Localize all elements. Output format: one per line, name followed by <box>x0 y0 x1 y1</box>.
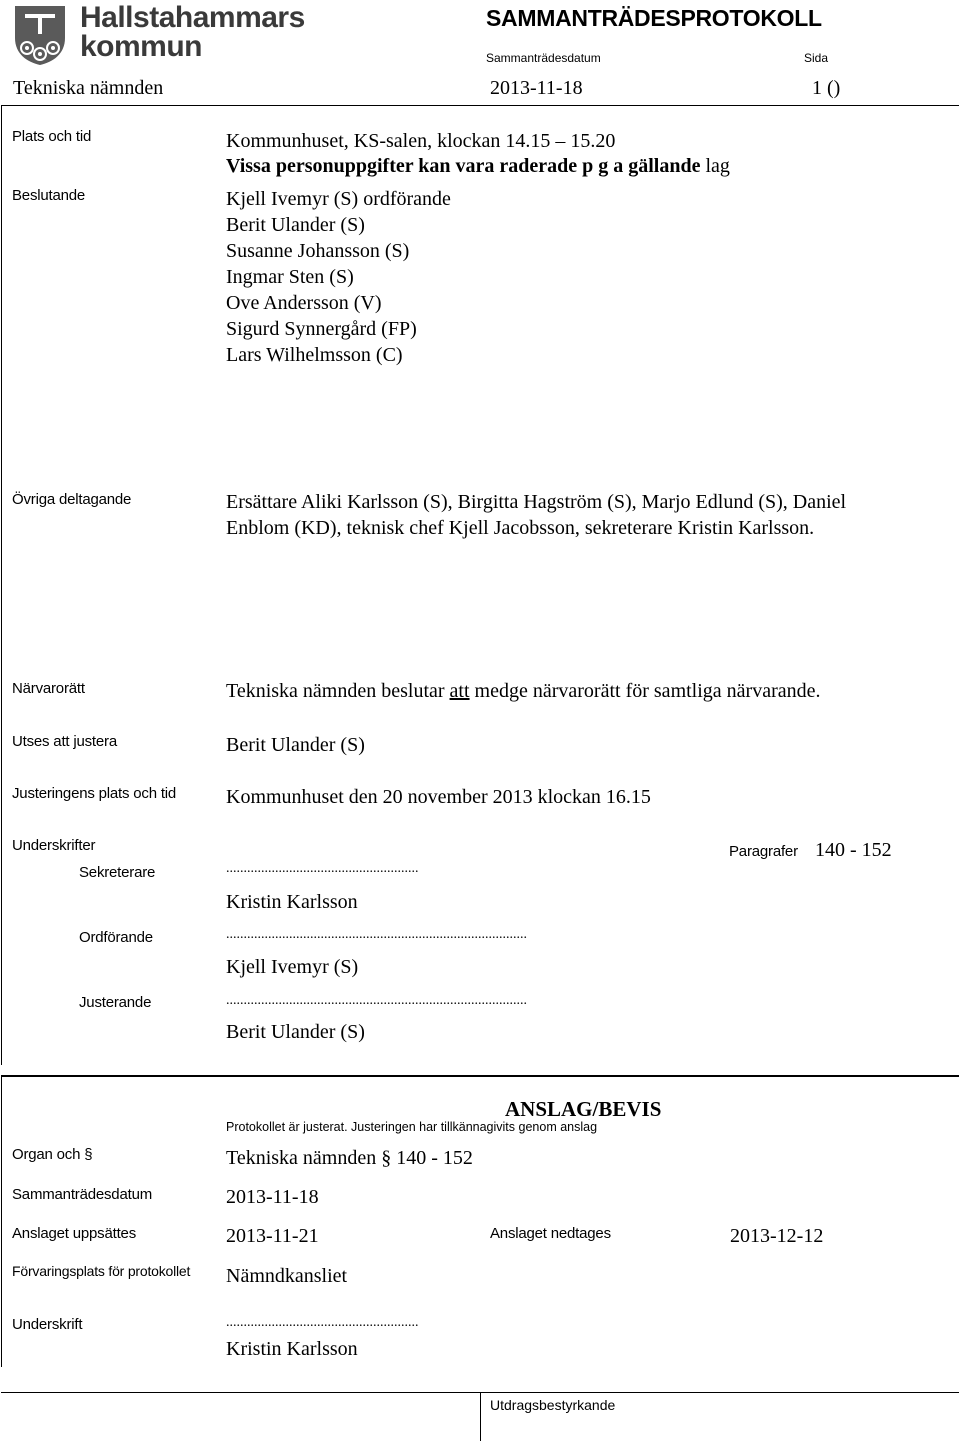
storage-label: Förvaringsplats för protokollet <box>12 1263 191 1279</box>
organ-label: Organ och § <box>12 1146 93 1163</box>
storage-value: Nämndkansliet <box>226 1265 348 1287</box>
notice-signature-name: Kristin Karlsson <box>226 1338 358 1360</box>
meeting-date: 2013-11-18 <box>490 77 583 99</box>
deciding-list <box>226 186 451 368</box>
footer-separator <box>480 1392 481 1441</box>
logo-line1: Hallstahammars <box>80 1 305 34</box>
organ-value: Tekniska nämnden § 140 - 152 <box>226 1147 473 1169</box>
meeting-date-label: Sammanträdesdatum <box>486 51 601 65</box>
posted-label: Anslaget uppsättes <box>12 1225 136 1242</box>
privacy-note <box>226 153 730 179</box>
deciding-label: Beslutande <box>12 187 86 204</box>
removed-value: 2013-12-12 <box>730 1225 824 1247</box>
adjusting-label: Justerande <box>79 994 152 1011</box>
paragraphs-value: 140 - 152 <box>815 839 892 861</box>
notice-date-label: Sammanträdesdatum <box>12 1186 153 1203</box>
others-line2: Enblom (KD), teknisk chef Kjell Jacobsson, sekreterare Kristin Karlsson. <box>226 517 815 539</box>
chair-name: Kjell Ivemyr (S) <box>226 956 359 978</box>
adjuster-value: Berit Ulander (S) <box>226 734 365 756</box>
notice-subtitle: Protokollet är justerat. Justeringen har tillkännagivits genom anslag <box>226 1120 598 1134</box>
others-label: Övriga deltagande <box>12 491 132 508</box>
adjusting-name: Berit Ulander (S) <box>226 1021 365 1043</box>
presence-text-pre: Tekniska nämnden beslutar <box>226 680 450 702</box>
deciding-member: Sigurd Synnergård (FP) <box>226 318 417 340</box>
logo-line2: kommun <box>80 30 203 63</box>
committee-name: Tekniska nämnden <box>13 77 164 99</box>
page-number: 1 () <box>812 77 841 99</box>
notice-title: ANSLAG/BEVIS <box>505 1097 662 1121</box>
presence-decision <box>226 678 821 704</box>
notice-date-value: 2013-11-18 <box>226 1186 319 1208</box>
coat-of-arms-icon <box>13 4 67 66</box>
deciding-member: Kjell Ivemyr (S) ordförande <box>226 188 451 210</box>
signature-label: Underskrift <box>12 1316 83 1333</box>
removed-label: Anslaget nedtages <box>490 1225 611 1242</box>
header-divider <box>1 105 959 106</box>
paragraphs-label: Paragrafer <box>729 843 798 860</box>
secretary-name: Kristin Karlsson <box>226 891 358 913</box>
document-title: SAMMANTRÄDESPROTOKOLL <box>486 5 822 31</box>
notice-left-border <box>1 1077 2 1367</box>
others-line1: Ersättare Aliki Karlsson (S), Birgitta Hagström (S), Marjo Edlund (S), Daniel <box>226 491 847 513</box>
privacy-note-main: Vissa personuppgifter kan vara raderade p g a gällande <box>226 155 701 177</box>
deciding-member: Lars Wilhelmsson (C) <box>226 344 403 366</box>
place-value: Kommunhuset, KS-salen, klockan 14.15 – 15.20 <box>226 130 616 152</box>
place-label: Plats och tid <box>12 128 92 145</box>
adjuster-label: Utses att justera <box>12 733 117 750</box>
deciding-member: Berit Ulander (S) <box>226 214 365 236</box>
signatures-label: Underskrifter <box>12 837 96 854</box>
adjust-place-label: Justeringens plats och tid <box>12 785 177 802</box>
notice-signature-line: ....................................................... <box>226 1315 419 1330</box>
posted-value: 2013-11-21 <box>226 1225 319 1247</box>
presence-text-post: medge närvarorätt för samtliga närvarande. <box>469 680 821 702</box>
deciding-member: Susanne Johansson (S) <box>226 240 410 262</box>
certified-extract-label: Utdragsbestyrkande <box>490 1397 616 1413</box>
adjust-place-value: Kommunhuset den 20 november 2013 klockan 16.15 <box>226 786 651 808</box>
secretary-signature-line: ....................................................... <box>226 861 419 876</box>
chair-label: Ordförande <box>79 929 153 946</box>
secretary-label: Sekreterare <box>79 864 156 881</box>
notice-divider <box>1 1075 959 1077</box>
left-border <box>1 105 2 1065</box>
adjusting-signature-line: ...................................................................................... <box>226 993 527 1008</box>
presence-label: Närvarorätt <box>12 680 85 697</box>
presence-text-underlined: att <box>449 680 470 702</box>
deciding-member: Ove Andersson (V) <box>226 292 382 314</box>
deciding-member: Ingmar Sten (S) <box>226 266 354 288</box>
privacy-note-end: lag <box>705 155 730 177</box>
chair-signature-line: ...................................................................................... <box>226 927 527 942</box>
page-label: Sida <box>804 51 829 65</box>
